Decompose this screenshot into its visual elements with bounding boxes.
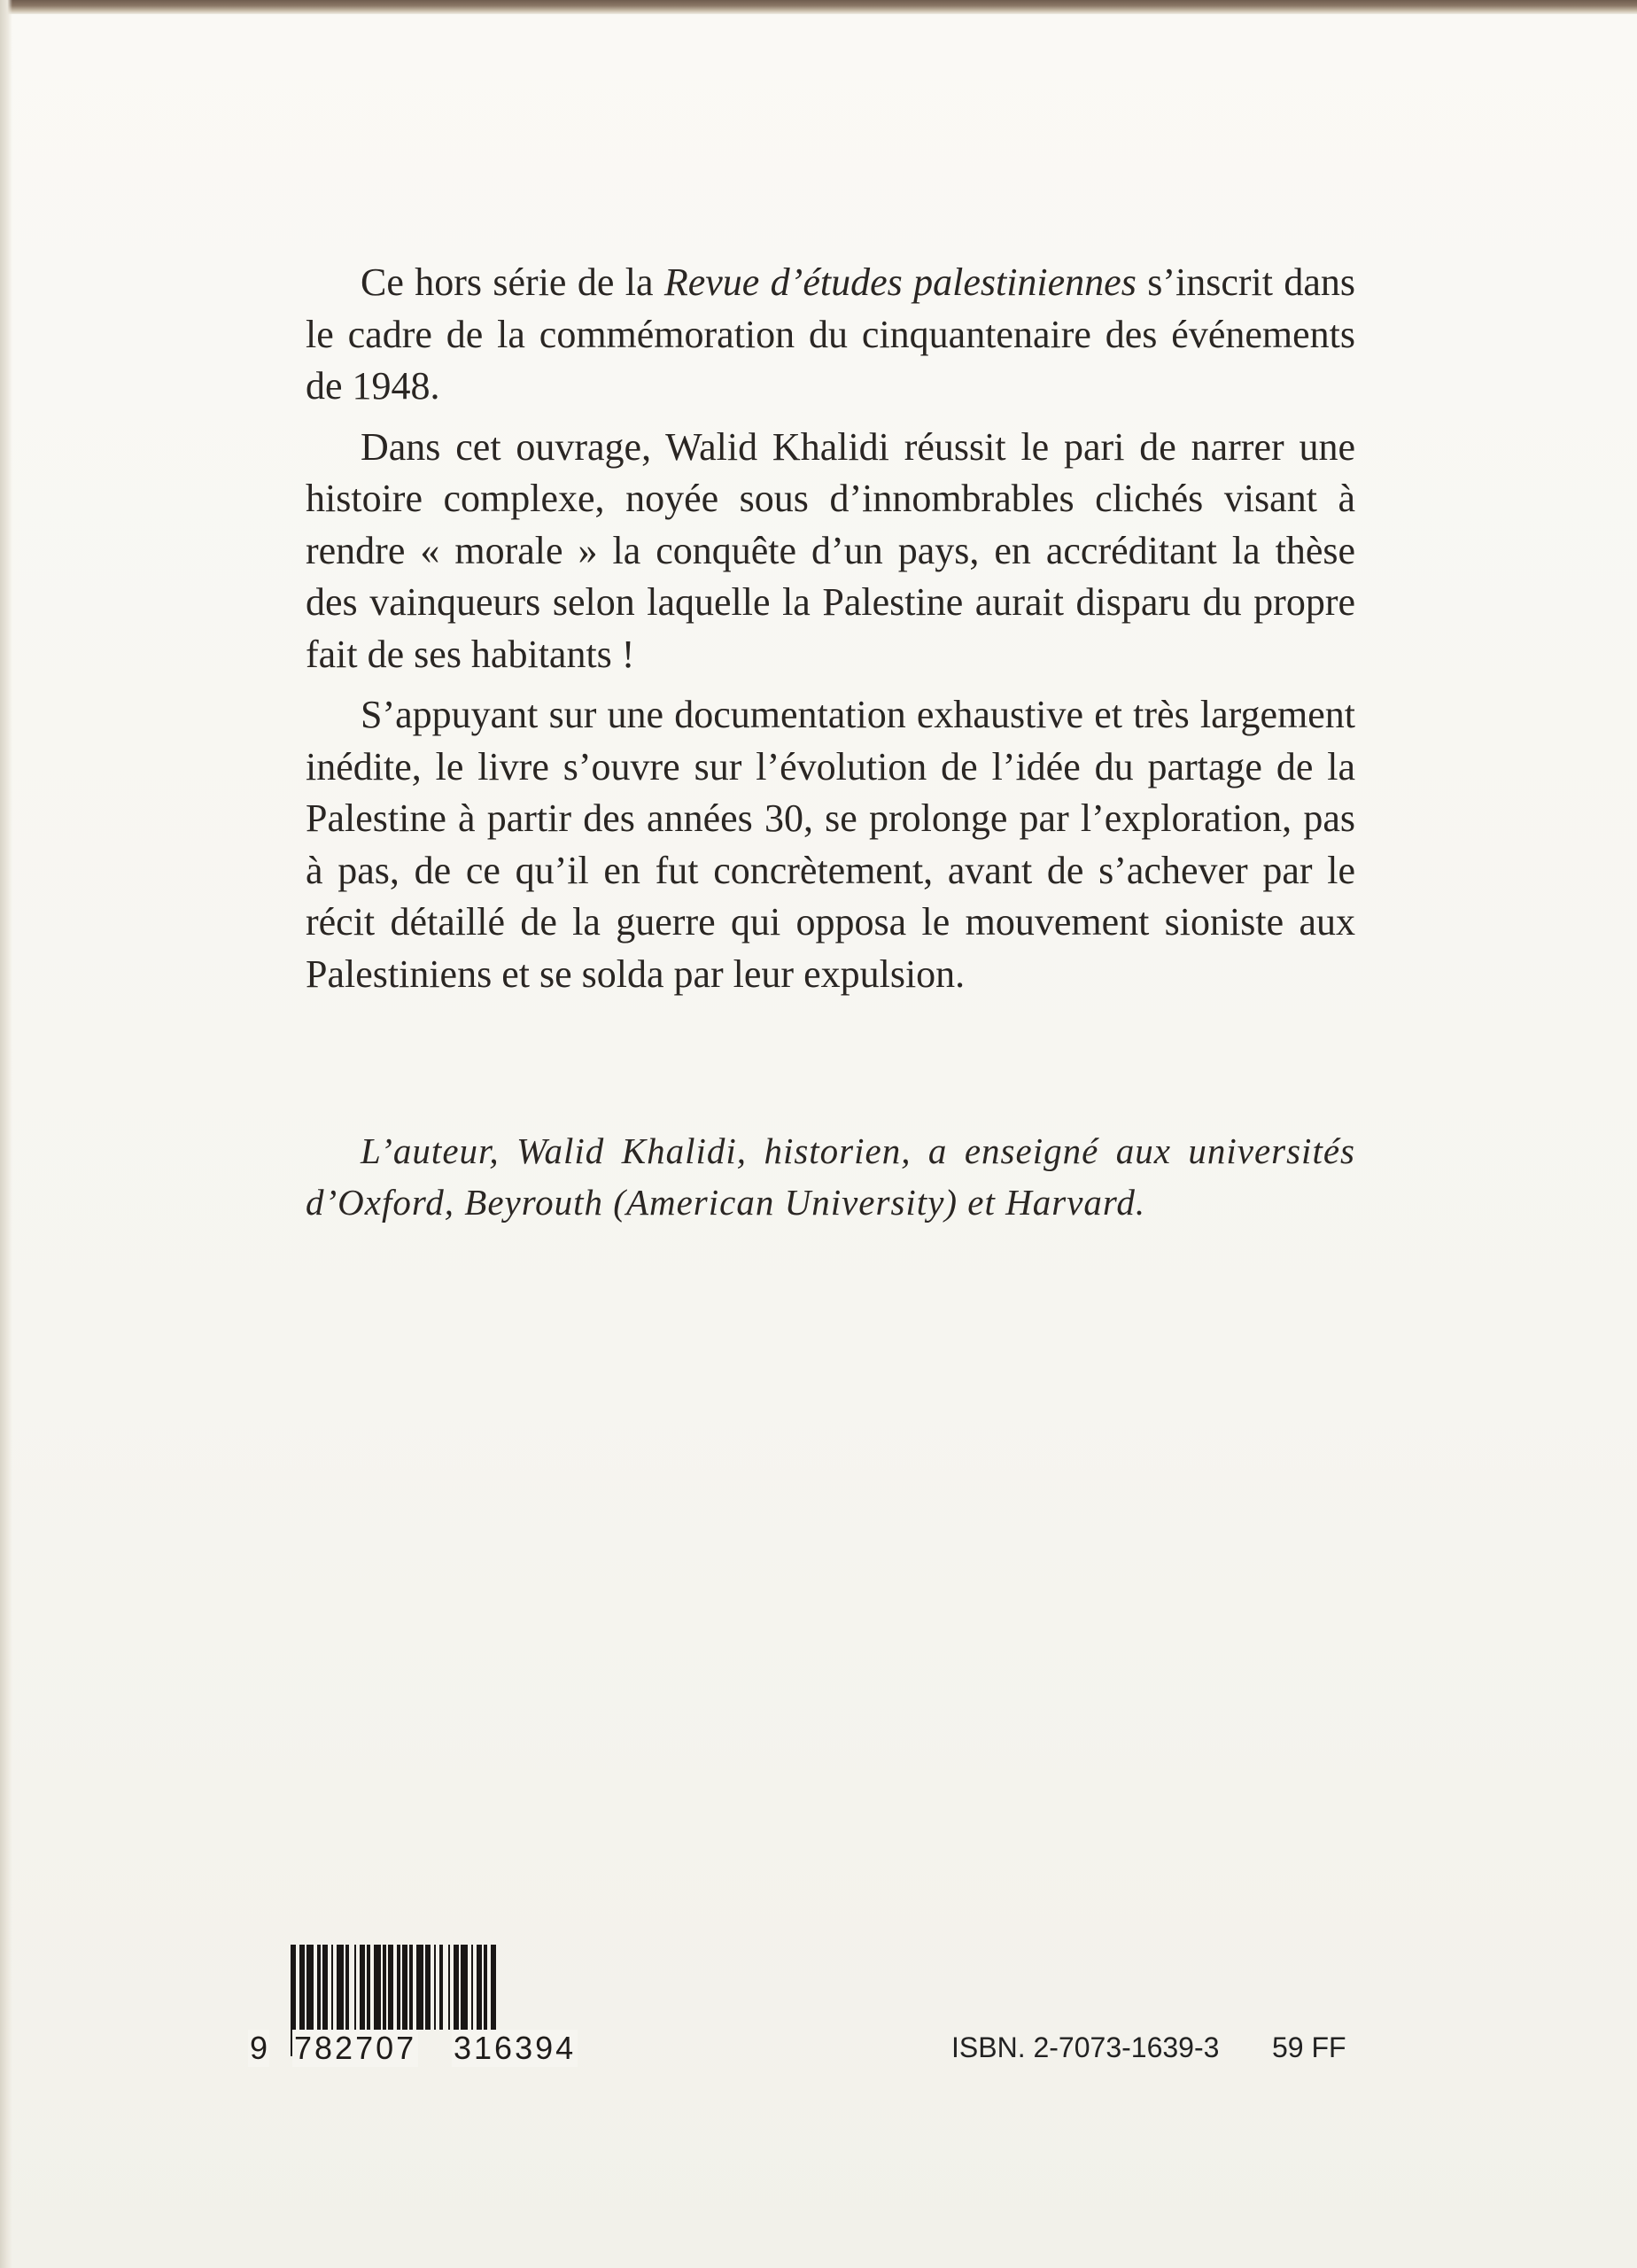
barcode-bar xyxy=(434,1945,436,2030)
barcode-bar xyxy=(360,1945,365,2030)
cover-left-edge xyxy=(0,0,12,2268)
isbn-label: ISBN. 2-7073-1639-3 xyxy=(951,2031,1220,2063)
barcode-bar xyxy=(374,1945,381,2030)
barcode-bar xyxy=(345,1945,349,2030)
barcode-bar xyxy=(331,1945,333,2030)
barcode-bar xyxy=(354,1945,356,2030)
barcode-bar xyxy=(425,1945,431,2030)
barcode-bar xyxy=(439,1945,443,2030)
barcode-bar xyxy=(367,1945,370,2030)
barcode-digits-right: 316394 xyxy=(454,2030,577,2066)
journal-title: Revue d’études palestiniennes xyxy=(663,260,1137,304)
barcode-bar xyxy=(322,1945,328,2030)
barcode-bar xyxy=(454,1945,459,2030)
price-label: 59 FF xyxy=(1272,2031,1346,2063)
barcode-bar xyxy=(416,1945,423,2030)
author-note xyxy=(306,1125,1355,1228)
barcode-bar xyxy=(402,1945,407,2030)
cover-top-edge xyxy=(0,0,1637,14)
barcode-digits-left: 782707 xyxy=(294,2030,417,2066)
blurb-paragraph-1 xyxy=(306,257,1355,413)
barcode-bar xyxy=(461,1945,468,2030)
barcode-bar xyxy=(477,1945,482,2030)
blurb-paragraph-3: S’appuyant sur une documentation exhaustive et très largement inédite, le livre s’ouvre sur l’évolution de l’idée du partage de la Palestine à partir des années 30, se prolonge par l’exploration, pas à pas, de ce qu’il en fut concrètement, avant de s’achever par le récit détaillé de la guerre qui opposa le mouvement sioniste aux Palestiniens et se solda par leur expulsion. xyxy=(306,693,1355,996)
barcode-bar xyxy=(409,1945,413,2030)
barcode-bar xyxy=(471,1945,473,2030)
blurb-p1-before: Ce hors série de la xyxy=(361,260,664,304)
barcode xyxy=(248,1945,629,2069)
barcode-bar xyxy=(388,1945,393,2030)
blurb-p1-after: s’inscrit dans le cadre de la commémoration du cinquantenaire des événements de 1948. xyxy=(306,260,1355,408)
barcode-bar xyxy=(448,1945,450,2030)
barcode-digit-first: 9 xyxy=(250,2030,268,2066)
barcode-bar xyxy=(383,1945,386,2030)
barcode-bar xyxy=(317,1945,321,2030)
blurb-paragraph-2: Dans cet ouvrage, Walid Khalidi réussit le pari de narrer une histoire complexe, noyée sous d’innombrables clichés visant à rendre « morale » la conquête d’un pays, en accréditant la thèse des vainqueurs selon laquelle la Palestine aurait disparu du propre fait de ses habitants ! xyxy=(306,424,1355,676)
barcode-bar xyxy=(337,1945,344,2030)
author-note-text: L’auteur, Walid Khalidi, historien, a enseigné aux universités d’Oxford, Beyrouth (American University) et Harvard. xyxy=(306,1130,1355,1223)
barcode-digits xyxy=(248,2030,629,2069)
blurb-text xyxy=(306,257,1355,1009)
barcode-bar xyxy=(306,1945,314,2030)
